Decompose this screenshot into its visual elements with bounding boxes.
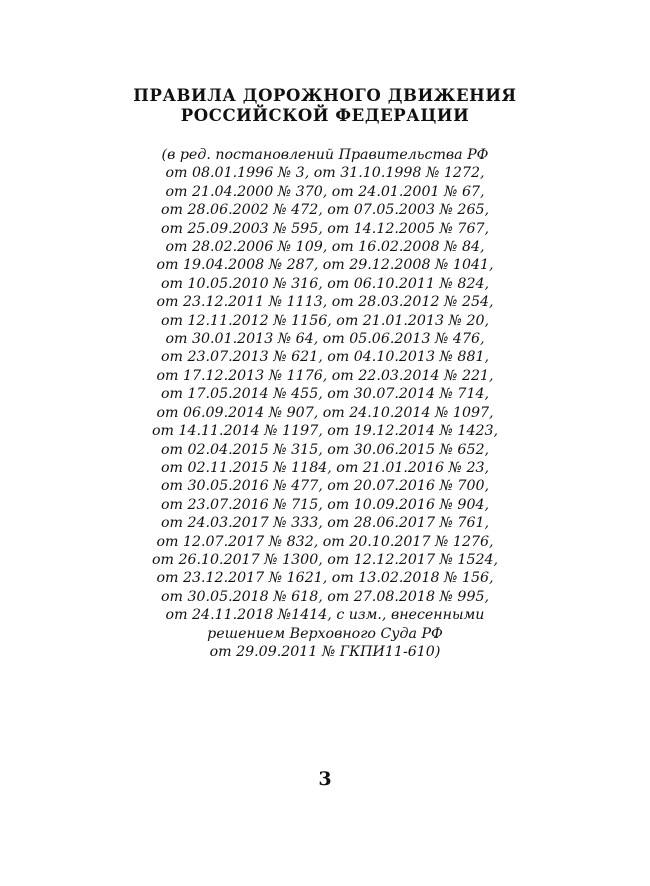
amendment-line: от 23.12.2011 № 1113, от 28.03.2012 № 254, xyxy=(156,294,494,311)
amendment-line: от 28.02.2006 № 109, от 16.02.2008 № 84, xyxy=(165,239,485,256)
amendment-line: (в ред. постановлений Правительства РФ xyxy=(161,147,489,163)
amendment-line: от 30.01.2013 № 64, от 05.06.2013 № 476, xyxy=(165,331,485,348)
amendment-line: от 30.05.2016 № 477, от 20.07.2016 № 700, xyxy=(160,478,490,495)
title-line: ПРАВИЛА ДОРОЖНОГО ДВИЖЕНИЯ xyxy=(133,86,517,105)
amendment-line: от 24.03.2017 № 333, от 28.06.2017 № 761, xyxy=(160,515,490,532)
amendment-line: от 23.07.2016 № 715, от 10.09.2016 № 904, xyxy=(160,496,490,513)
amendment-line: от 12.07.2017 № 832, от 20.10.2017 № 1276, xyxy=(156,533,494,550)
page-number: 3 xyxy=(318,768,332,790)
amendment-line: от 02.04.2015 № 315, от 30.06.2015 № 652, xyxy=(160,441,490,458)
amendment-line: от 25.09.2003 № 595, от 14.12.2005 № 767, xyxy=(160,220,490,237)
amendment-line: от 17.12.2013 № 1176, от 22.03.2014 № 221, xyxy=(156,367,494,384)
amendment-line: от 30.05.2018 № 618, от 27.08.2018 № 995, xyxy=(160,588,490,605)
amendment-line: от 23.07.2013 № 621, от 04.10.2013 № 881, xyxy=(160,349,490,366)
amendments-note xyxy=(0,146,650,661)
document-title xyxy=(0,86,650,126)
amendment-line: от 28.06.2002 № 472, от 07.05.2003 № 265, xyxy=(160,202,490,219)
amendment-line: от 29.09.2011 № ГКПИ11-610) xyxy=(209,643,441,660)
amendment-line: от 10.05.2010 № 316, от 06.10.2011 № 824, xyxy=(160,275,490,292)
title-line: РОССИЙСКОЙ ФЕДЕРАЦИИ xyxy=(180,106,470,125)
amendment-line: от 24.11.2018 №1414, с изм., внесенными xyxy=(165,607,485,624)
amendment-line: от 26.10.2017 № 1300, от 12.12.2017 № 1524, xyxy=(151,551,499,568)
amendment-line: от 02.11.2015 № 1184, от 21.01.2016 № 23, xyxy=(160,459,490,476)
amendment-line: от 12.11.2012 № 1156, от 21.01.2013 № 20, xyxy=(160,312,490,329)
amendment-line: от 21.04.2000 № 370, от 24.01.2001 № 67, xyxy=(165,183,485,200)
amendment-line: от 17.05.2014 № 455, от 30.07.2014 № 714, xyxy=(160,386,490,403)
amendment-line: от 19.04.2008 № 287, от 29.12.2008 № 1041, xyxy=(156,257,494,274)
amendment-line: от 06.09.2014 № 907, от 24.10.2014 № 1097, xyxy=(156,404,494,421)
amendment-line: от 14.11.2014 № 1197, от 19.12.2014 № 1423, xyxy=(151,423,499,440)
amendment-line: от 23.12.2017 № 1621, от 13.02.2018 № 156, xyxy=(156,570,494,587)
amendment-line: решением Верховного Суда РФ xyxy=(207,625,443,642)
amendment-line: от 08.01.1996 № 3, от 31.10.1998 № 1272, xyxy=(165,165,485,182)
